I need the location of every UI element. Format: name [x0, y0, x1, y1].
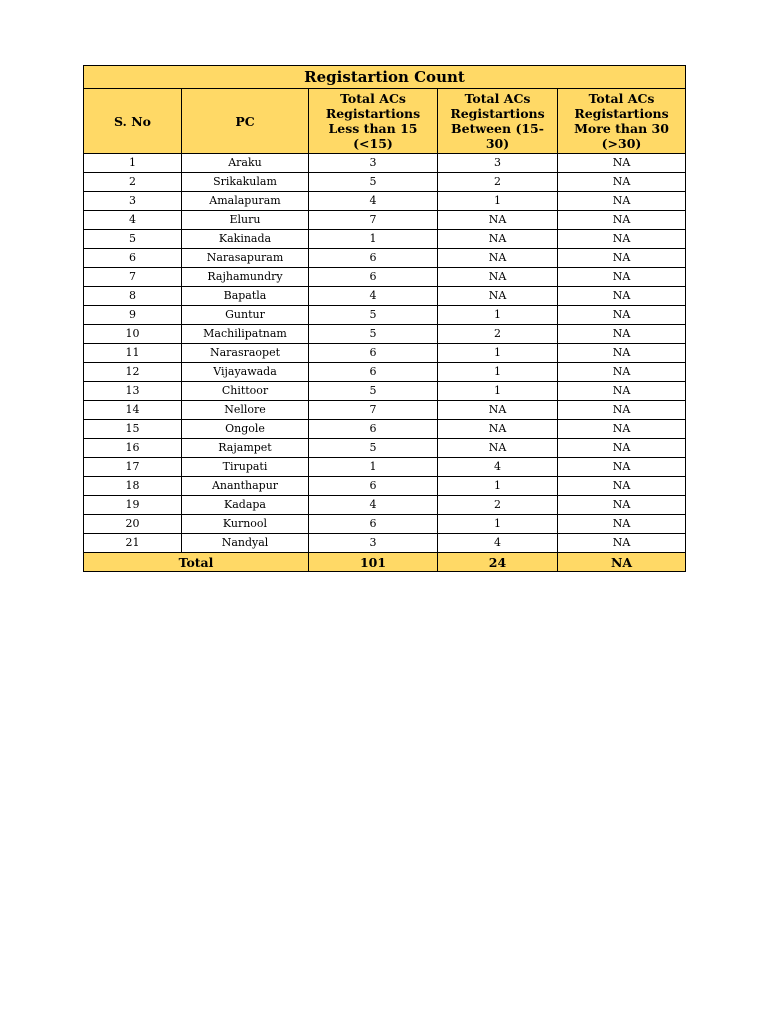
cell-sno: 8	[84, 287, 182, 306]
cell-more-than-30: NA	[558, 477, 686, 496]
cell-between-15-30: 1	[438, 363, 558, 382]
cell-less-than-15: 6	[309, 268, 438, 287]
registration-count-table	[83, 65, 686, 572]
table-row	[84, 477, 686, 496]
cell-pc: Nellore	[182, 401, 309, 420]
cell-less-than-15: 5	[309, 306, 438, 325]
total-row	[84, 553, 686, 572]
table-row	[84, 534, 686, 553]
cell-more-than-30: NA	[558, 230, 686, 249]
cell-pc: Guntur	[182, 306, 309, 325]
cell-between-15-30: 1	[438, 306, 558, 325]
header-less-than-15: Total ACs Registartions Less than 15 (<15)	[309, 89, 438, 154]
total-more-than-30: NA	[558, 553, 686, 572]
table-row	[84, 230, 686, 249]
cell-between-15-30: 1	[438, 382, 558, 401]
cell-pc: Chittoor	[182, 382, 309, 401]
cell-more-than-30: NA	[558, 192, 686, 211]
cell-pc: Nandyal	[182, 534, 309, 553]
cell-more-than-30: NA	[558, 439, 686, 458]
cell-less-than-15: 4	[309, 287, 438, 306]
cell-less-than-15: 5	[309, 382, 438, 401]
total-label: Total	[84, 553, 309, 572]
cell-less-than-15: 4	[309, 192, 438, 211]
cell-pc: Kadapa	[182, 496, 309, 515]
table-body	[84, 154, 686, 553]
table-title-row	[84, 66, 686, 89]
table-row	[84, 401, 686, 420]
header-sno: S. No	[84, 89, 182, 154]
table-row	[84, 420, 686, 439]
table-row	[84, 287, 686, 306]
cell-pc: Narasapuram	[182, 249, 309, 268]
cell-less-than-15: 6	[309, 420, 438, 439]
cell-between-15-30: 4	[438, 534, 558, 553]
cell-sno: 11	[84, 344, 182, 363]
cell-less-than-15: 4	[309, 496, 438, 515]
cell-more-than-30: NA	[558, 268, 686, 287]
table-row	[84, 496, 686, 515]
cell-sno: 16	[84, 439, 182, 458]
cell-less-than-15: 3	[309, 534, 438, 553]
cell-between-15-30: NA	[438, 439, 558, 458]
cell-less-than-15: 7	[309, 401, 438, 420]
cell-pc: Kurnool	[182, 515, 309, 534]
cell-more-than-30: NA	[558, 154, 686, 173]
cell-pc: Rajampet	[182, 439, 309, 458]
cell-more-than-30: NA	[558, 401, 686, 420]
cell-less-than-15: 5	[309, 173, 438, 192]
cell-pc: Eluru	[182, 211, 309, 230]
cell-between-15-30: 1	[438, 477, 558, 496]
table-row	[84, 154, 686, 173]
cell-more-than-30: NA	[558, 534, 686, 553]
cell-more-than-30: NA	[558, 249, 686, 268]
cell-sno: 9	[84, 306, 182, 325]
cell-more-than-30: NA	[558, 306, 686, 325]
total-between-15-30: 24	[438, 553, 558, 572]
cell-between-15-30: NA	[438, 401, 558, 420]
table-row	[84, 363, 686, 382]
table-row	[84, 382, 686, 401]
cell-between-15-30: 2	[438, 325, 558, 344]
cell-pc: Tirupati	[182, 458, 309, 477]
cell-pc: Ongole	[182, 420, 309, 439]
header-between-15-30: Total ACs Registartions Between (15- 30)	[438, 89, 558, 154]
cell-less-than-15: 1	[309, 458, 438, 477]
cell-less-than-15: 3	[309, 154, 438, 173]
cell-pc: Bapatla	[182, 287, 309, 306]
cell-more-than-30: NA	[558, 458, 686, 477]
cell-more-than-30: NA	[558, 382, 686, 401]
cell-more-than-30: NA	[558, 420, 686, 439]
table-row	[84, 173, 686, 192]
cell-sno: 12	[84, 363, 182, 382]
total-less-than-15: 101	[309, 553, 438, 572]
cell-pc: Ananthapur	[182, 477, 309, 496]
cell-between-15-30: NA	[438, 287, 558, 306]
cell-more-than-30: NA	[558, 496, 686, 515]
header-more-than-30: Total ACs Registartions More than 30 (>30)	[558, 89, 686, 154]
cell-sno: 7	[84, 268, 182, 287]
cell-sno: 20	[84, 515, 182, 534]
table-row	[84, 515, 686, 534]
cell-sno: 3	[84, 192, 182, 211]
cell-more-than-30: NA	[558, 325, 686, 344]
cell-pc: Srikakulam	[182, 173, 309, 192]
cell-less-than-15: 6	[309, 249, 438, 268]
cell-sno: 6	[84, 249, 182, 268]
cell-more-than-30: NA	[558, 515, 686, 534]
cell-pc: Rajhamundry	[182, 268, 309, 287]
cell-sno: 18	[84, 477, 182, 496]
table-row	[84, 344, 686, 363]
table-row	[84, 211, 686, 230]
table-row	[84, 325, 686, 344]
cell-less-than-15: 5	[309, 439, 438, 458]
table-row	[84, 439, 686, 458]
cell-between-15-30: NA	[438, 211, 558, 230]
header-pc: PC	[182, 89, 309, 154]
cell-sno: 10	[84, 325, 182, 344]
table-row	[84, 192, 686, 211]
cell-between-15-30: 3	[438, 154, 558, 173]
cell-more-than-30: NA	[558, 211, 686, 230]
cell-between-15-30: NA	[438, 249, 558, 268]
cell-between-15-30: NA	[438, 420, 558, 439]
cell-between-15-30: 1	[438, 515, 558, 534]
cell-sno: 2	[84, 173, 182, 192]
table-row	[84, 249, 686, 268]
cell-sno: 14	[84, 401, 182, 420]
table-row	[84, 268, 686, 287]
cell-pc: Vijayawada	[182, 363, 309, 382]
table-header-row	[84, 89, 686, 154]
cell-less-than-15: 6	[309, 477, 438, 496]
cell-less-than-15: 6	[309, 363, 438, 382]
cell-sno: 17	[84, 458, 182, 477]
cell-between-15-30: 1	[438, 192, 558, 211]
cell-less-than-15: 6	[309, 344, 438, 363]
cell-sno: 1	[84, 154, 182, 173]
cell-between-15-30: 2	[438, 496, 558, 515]
cell-between-15-30: 4	[438, 458, 558, 477]
cell-more-than-30: NA	[558, 287, 686, 306]
cell-between-15-30: 1	[438, 344, 558, 363]
cell-pc: Machilipatnam	[182, 325, 309, 344]
cell-pc: Kakinada	[182, 230, 309, 249]
cell-less-than-15: 7	[309, 211, 438, 230]
cell-sno: 4	[84, 211, 182, 230]
cell-pc: Amalapuram	[182, 192, 309, 211]
cell-sno: 21	[84, 534, 182, 553]
cell-between-15-30: NA	[438, 230, 558, 249]
cell-less-than-15: 5	[309, 325, 438, 344]
cell-pc: Araku	[182, 154, 309, 173]
cell-pc: Narasraopet	[182, 344, 309, 363]
cell-sno: 19	[84, 496, 182, 515]
cell-more-than-30: NA	[558, 344, 686, 363]
table-title: Registartion Count	[84, 66, 686, 89]
cell-more-than-30: NA	[558, 173, 686, 192]
cell-between-15-30: 2	[438, 173, 558, 192]
cell-more-than-30: NA	[558, 363, 686, 382]
table-row	[84, 458, 686, 477]
cell-sno: 15	[84, 420, 182, 439]
cell-sno: 13	[84, 382, 182, 401]
cell-between-15-30: NA	[438, 268, 558, 287]
table-row	[84, 306, 686, 325]
cell-sno: 5	[84, 230, 182, 249]
cell-less-than-15: 6	[309, 515, 438, 534]
cell-less-than-15: 1	[309, 230, 438, 249]
